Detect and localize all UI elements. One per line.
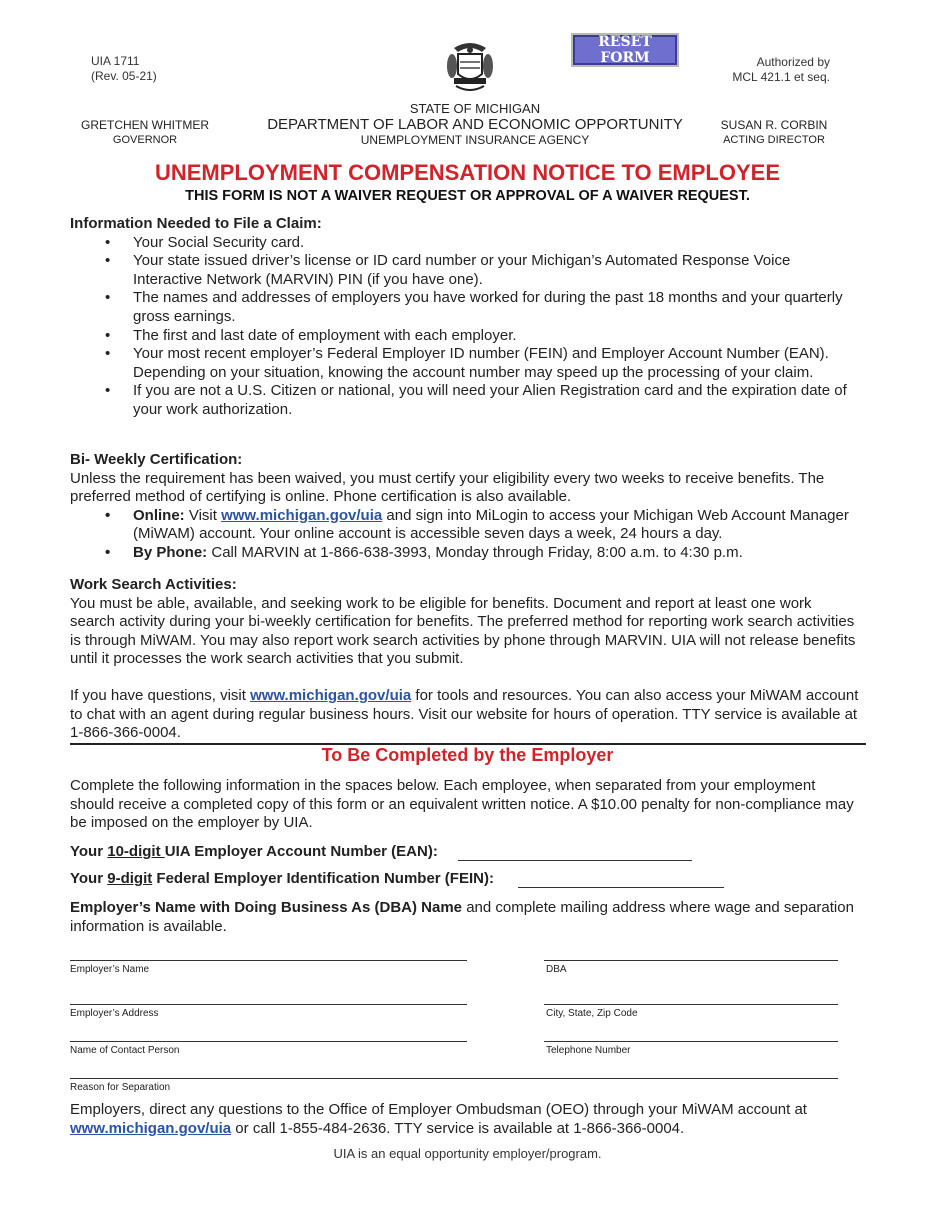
list-item: • If you are not a U.S. Citizen or national, you will need your Alien Registration card and the expiration date of your work authorization. (105, 382, 847, 418)
employer-address-field[interactable] (70, 1004, 467, 1005)
page-title: UNEMPLOYMENT COMPENSATION NOTICE TO EMPLOYEE (154, 160, 780, 185)
list-item: • Your state issued driver’s license or ID card number or your Michigan’s Automated Response Voice Interactive Network (MARVIN) PIN (if you have one). (105, 252, 791, 288)
reset-form-button[interactable]: RESET FORM (571, 33, 679, 67)
ean-input-line[interactable] (458, 860, 692, 861)
biweekly-heading: Bi- Weekly Certification: (70, 451, 243, 468)
governor-title: GOVERNOR (112, 134, 178, 146)
list-item: • By Phone: Call MARVIN at 1-866-638-3993, Monday through Friday, 8:00 a.m. to 4:30 p.m. (105, 543, 743, 561)
michigan-uia-link[interactable]: www.michigan.gov/uia (250, 687, 412, 704)
employer-questions-paragraph: Employers, direct any questions to the Office of Employer Ombudsman (OEO) through your MiWAM account at www.michigan.gov/uia or call 1-855-484-2636. TTY service is available at 1-866-366-0004. (70, 1101, 807, 1137)
work-search-text: You must be able, available, and seeking work to be eligible for benefits. Document and report at least one work search activity during your bi-weekly certification for benefits. The preferred method for reporting work search activities is through MiWAM. You may also report work search activities by phone through MARVIN. UIA will not release benefits until it processes the work search activities that you submit. (70, 594, 856, 668)
director-title: ACTING DIRECTOR (723, 134, 825, 146)
michigan-seal-icon (444, 40, 496, 94)
ean-label: Your 10-digit UIA Employer Account Number (EAN): (70, 843, 438, 860)
dba-label: DBA (546, 964, 567, 975)
reason-for-separation-label: Reason for Separation (70, 1082, 171, 1093)
director-name: SUSAN R. CORBIN (720, 118, 828, 132)
contact-person-label: Name of Contact Person (70, 1045, 180, 1056)
page-subtitle: THIS FORM IS NOT A WAIVER REQUEST OR APPROVAL OF A WAIVER REQUEST. (185, 188, 750, 204)
dba-instructions: Employer’s Name with Doing Business As (DBA) Name and complete mailing address where wage and separation information is available. (70, 899, 854, 935)
employer-name-field[interactable] (70, 960, 467, 961)
biweekly-text: Unless the requirement has been waived, you must certify your eligibility every two weeks to receive benefits. The preferred method of certifying is online. Phone certification is also available. (70, 469, 825, 506)
reason-for-separation-field[interactable] (70, 1078, 838, 1079)
statute-reference: MCL 421.1 et seq. (732, 70, 830, 84)
list-item: • Your most recent employer’s Federal Employer ID number (FEIN) and Employer Account Number (EAN). Depending on your situation, knowing the account number may speed up the processing of your claim. (105, 345, 829, 381)
dba-field[interactable] (544, 960, 838, 961)
authorized-by: Authorized by (756, 55, 830, 69)
city-state-zip-label: City, State, Zip Code (546, 1008, 638, 1019)
michigan-uia-link[interactable]: www.michigan.gov/uia (221, 506, 383, 524)
list-item: • Your Social Security card. (105, 233, 305, 251)
fein-input-line[interactable] (518, 887, 724, 888)
michigan-uia-link[interactable]: www.michigan.gov/uia (70, 1119, 232, 1137)
city-state-zip-field[interactable] (544, 1004, 838, 1005)
list-item: • Online: Visit www.michigan.gov/uia and sign into MiLogin to access your Michigan Web Account Manager (MiWAM) account. Your online account is accessible seven days a week, 24 hours a day. (105, 506, 849, 543)
fein-label: Your 9-digit Federal Employer Identification Number (FEIN): (70, 870, 494, 887)
info-heading: Information Needed to File a Claim: (70, 215, 322, 232)
list-item: • The names and addresses of employers you have worked for during the past 18 months and your quarterly gross earnings. (105, 289, 843, 325)
department-name: DEPARTMENT OF LABOR AND ECONOMIC OPPORTUNITY (267, 116, 683, 133)
agency-name: UNEMPLOYMENT INSURANCE AGENCY (360, 133, 590, 147)
form-id: UIA 1711 (91, 54, 140, 68)
state-name: STATE OF MICHIGAN (409, 101, 541, 116)
equal-opportunity-statement: UIA is an equal opportunity employer/program. (333, 1146, 602, 1161)
employer-section-heading: To Be Completed by the Employer (321, 745, 614, 765)
employer-address-label: Employer’s Address (70, 1008, 159, 1019)
telephone-field[interactable] (544, 1041, 838, 1042)
form-revision: (Rev. 05-21) (91, 69, 157, 83)
info-list (70, 234, 860, 420)
questions-paragraph: If you have questions, visit www.michigan.gov/uia for tools and resources. You can also access your MiWAM account to chat with an agent during regular business hours. Visit our website for hours of operation. TTY service is available at 1-866-366-0004. (70, 687, 859, 742)
work-search-heading: Work Search Activities: (70, 576, 237, 593)
telephone-label: Telephone Number (546, 1045, 631, 1056)
employer-name-label: Employer’s Name (70, 964, 150, 975)
employer-intro: Complete the following information in the spaces below. Each employee, when separated from your employment should receive a completed copy of this form or an equivalent written notice. A $10.00 penalty for non-compliance may be imposed on the employer by UIA. (70, 777, 854, 832)
list-item: • The first and last date of employment with each employer. (105, 326, 517, 344)
governor-name: GRETCHEN WHITMER (81, 118, 209, 132)
contact-person-field[interactable] (70, 1041, 467, 1042)
